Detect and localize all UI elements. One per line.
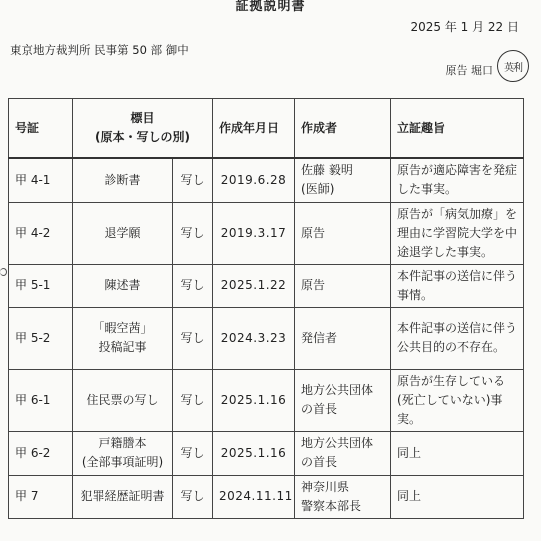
author: 発信者 xyxy=(295,307,391,369)
creation-date: 2019.6.28 xyxy=(213,158,295,202)
original-or-copy: 写し xyxy=(173,202,213,264)
evidence-number: 甲 6-2 xyxy=(9,431,73,475)
document-title: 証拠説明書 xyxy=(235,0,306,14)
table-row xyxy=(9,202,524,264)
evidence-item: 戸籍謄本 (全部事項証明) xyxy=(73,431,173,475)
seal-text: 英利 xyxy=(504,62,522,74)
table-row xyxy=(9,369,524,431)
original-or-copy: 写し xyxy=(173,369,213,431)
purpose: 原告が生存している(死亡していない)事実。 xyxy=(391,369,524,431)
col-author-header: 作成者 xyxy=(295,99,391,159)
purpose: 本件記事の送信に伴う公共目的の不存在。 xyxy=(391,307,524,369)
evidence-item: 陳述書 xyxy=(73,264,173,307)
col-item-header-line1: 標目 xyxy=(130,111,155,125)
col-purpose-header: 立証趣旨 xyxy=(391,99,524,159)
col-date-header: 作成年月日 xyxy=(213,99,295,159)
creation-date: 2025.1.16 xyxy=(213,369,295,431)
author: 原告 xyxy=(295,264,391,307)
evidence-number: 甲 7 xyxy=(9,475,73,518)
col-item-header-line2: (原本・写しの別) xyxy=(95,130,190,144)
purpose: 本件記事の送信に伴う事情。 xyxy=(391,264,524,307)
evidence-number: 甲 5-1 xyxy=(9,264,73,307)
purpose: 同上 xyxy=(391,475,524,518)
evidence-table xyxy=(8,98,524,519)
purpose: 同上 xyxy=(391,431,524,475)
purpose: 原告が適応障害を発症した事実。 xyxy=(391,158,524,202)
table-row xyxy=(9,264,524,307)
punch-hole-mark xyxy=(0,268,7,276)
col-item-header xyxy=(73,99,213,159)
author: 原告 xyxy=(295,202,391,264)
original-or-copy: 写し xyxy=(173,264,213,307)
evidence-item: 犯罪経歴証明書 xyxy=(73,475,173,518)
evidence-item: 退学願 xyxy=(73,202,173,264)
evidence-item: 住民票の写し xyxy=(73,369,173,431)
creation-date: 2025.1.22 xyxy=(213,264,295,307)
author: 佐藤 毅明 (医師) xyxy=(295,158,391,202)
original-or-copy: 写し xyxy=(173,431,213,475)
evidence-item: 「暇空茜」 投稿記事 xyxy=(73,307,173,369)
evidence-number: 甲 4-1 xyxy=(9,158,73,202)
party-name: 原告 堀口 xyxy=(445,64,493,77)
name-seal-stamp xyxy=(497,50,529,82)
table-row xyxy=(9,158,524,202)
creation-date: 2025.1.16 xyxy=(213,431,295,475)
evidence-number: 甲 5-2 xyxy=(9,307,73,369)
table-row xyxy=(9,307,524,369)
evidence-number: 甲 4-2 xyxy=(9,202,73,264)
document-date: 2025 年 1 月 22 日 xyxy=(410,20,519,34)
table-header-row xyxy=(9,99,524,159)
author: 神奈川県 警察本部長 xyxy=(295,475,391,518)
author: 地方公共団体の首長 xyxy=(295,369,391,431)
original-or-copy: 写し xyxy=(173,158,213,202)
original-or-copy: 写し xyxy=(173,307,213,369)
evidence-item: 診断書 xyxy=(73,158,173,202)
col-number-header: 号証 xyxy=(9,99,73,159)
court-addressee: 東京地方裁判所 民事第 50 部 御中 xyxy=(10,43,189,57)
creation-date: 2019.3.17 xyxy=(213,202,295,264)
evidence-number: 甲 6-1 xyxy=(9,369,73,431)
author: 地方公共団体の首長 xyxy=(295,431,391,475)
creation-date: 2024.3.23 xyxy=(213,307,295,369)
table-row xyxy=(9,431,524,475)
table-row xyxy=(9,475,524,518)
creation-date: 2024.11.11 xyxy=(213,475,295,518)
original-or-copy: 写し xyxy=(173,475,213,518)
purpose: 原告が「病気加療」を理由に学習院大学を中途退学した事実。 xyxy=(391,202,524,264)
